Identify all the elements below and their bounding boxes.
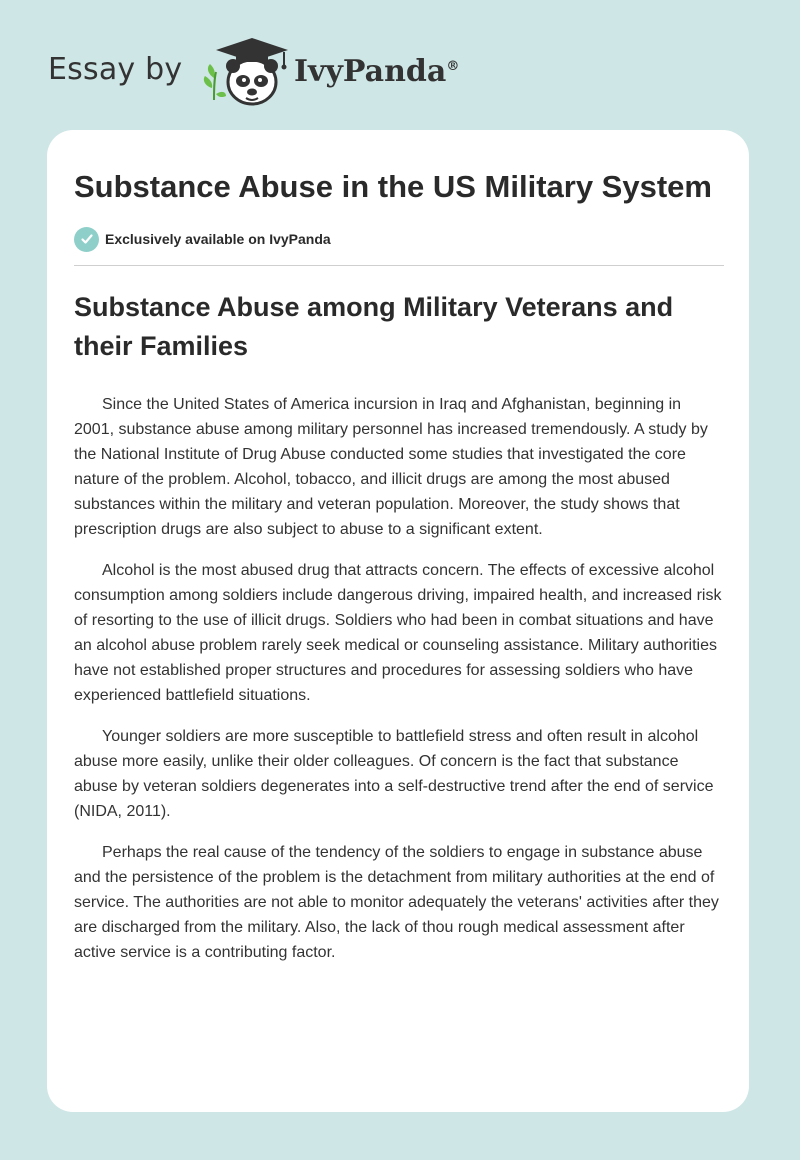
exclusive-badge bbox=[74, 225, 724, 253]
brand-prefix: Essay by bbox=[48, 52, 183, 87]
article-card bbox=[47, 130, 749, 1112]
paragraph: Younger soldiers are more susceptible to battlefield stress and often result in alcohol abuse more easily, unlike their older colleagues. Of concern is the fact that substance abuse by veteran soldiers degenerates into a self-destructive trend after the end of service (NIDA, 2011). bbox=[74, 728, 714, 820]
check-circle-icon bbox=[74, 227, 99, 252]
article-title: Substance Abuse in the US Military System bbox=[74, 169, 712, 204]
paragraph: Perhaps the real cause of the tendency of the soldiers to engage in substance abuse and the persistence of the problem is the detachment from military authorities at the end of service. The authorities are not able to monitor adequately the veterans' activities after they are discharged from the military. Also, the lack of thou rough medical assessment after active service is a contributing factor. bbox=[74, 844, 719, 961]
article-content bbox=[74, 166, 724, 981]
panda-graduation-cap-icon bbox=[200, 34, 296, 110]
brand-name: IvyPanda® bbox=[294, 54, 460, 89]
paragraph: Since the United States of America incursion in Iraq and Afghanistan, beginning in 2001, substance abuse among military personnel has increased tremendously. A study by the National Institute of Drug Abuse conducted some studies that investigated the core nature of the problem. Alcohol, tobacco, and illicit drugs are among the most abused substances within the military and veteran population. Moreover, the study shows that prescription drugs are also subject to abuse to a significant extent. bbox=[74, 396, 708, 538]
section-heading: Substance Abuse among Military Veterans and their Families bbox=[74, 292, 674, 361]
brand-header[interactable] bbox=[48, 34, 508, 110]
divider bbox=[74, 265, 724, 266]
paragraph: Alcohol is the most abused drug that attracts concern. The effects of excessive alcohol consumption among soldiers include dangerous driving, impaired health, and increased risk of resorting to the use of illicit drugs. Soldiers who had been in combat situations and have an alcohol abuse problem rarely seek medical or counseling assistance. Military authorities have not established proper structures and procedures for assessing soldiers who have experienced battlefield situations. bbox=[74, 562, 722, 704]
exclusive-badge-text: Exclusively available on IvyPanda bbox=[105, 231, 331, 247]
article-body bbox=[74, 392, 724, 965]
